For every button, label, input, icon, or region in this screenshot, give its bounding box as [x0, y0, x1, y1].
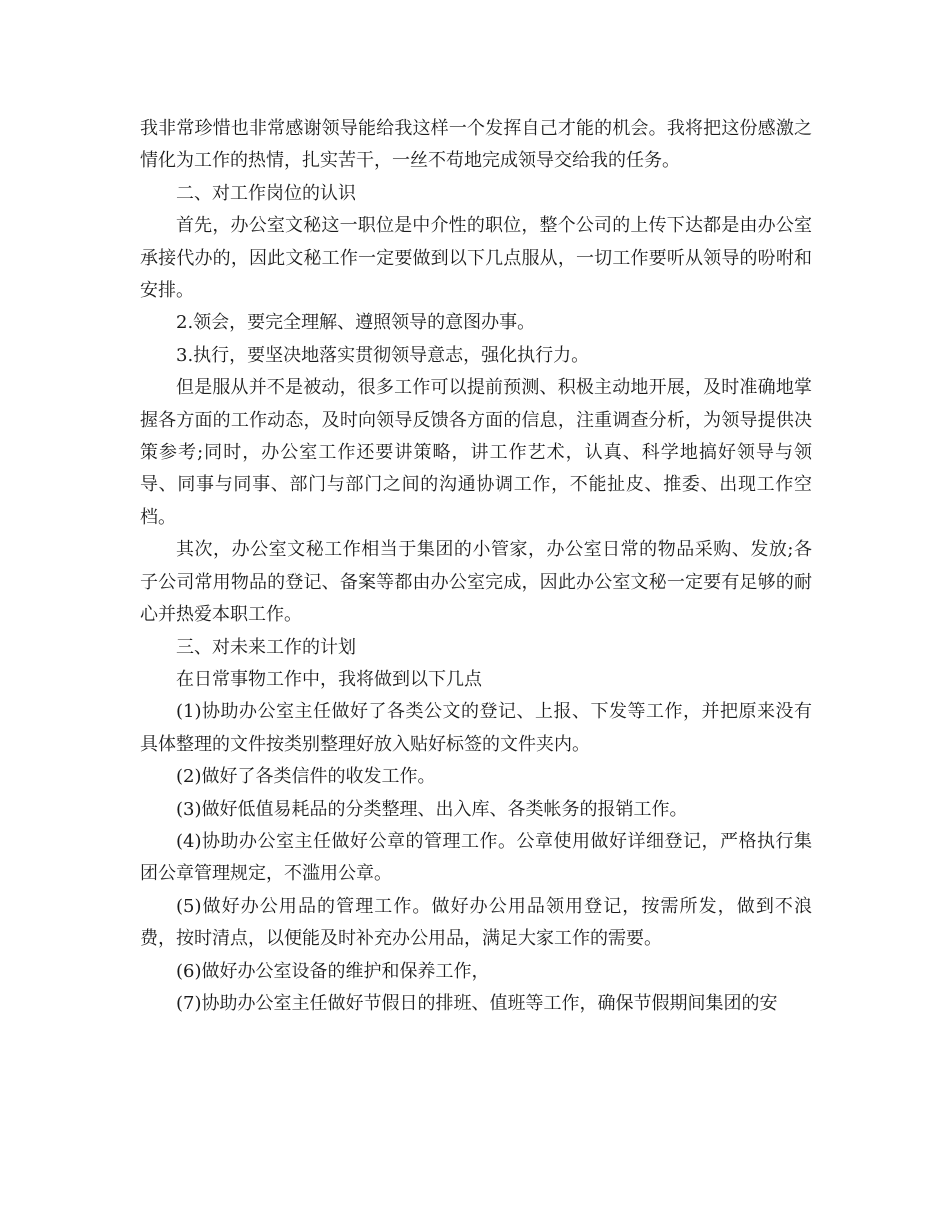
list-item-comprehend: 2.领会，要完全理解、遵照领导的意图办事。	[176, 312, 536, 334]
paragraph-second-point: 其次，办公室文秘工作相当于集团的小管家，办公室日常的物品采购、发放;各子公司常用物品的登记、备案等都由办公室完成，因此办公室文秘一定要有足够的耐心并热爱本职工作。	[140, 539, 812, 626]
list-item-2: (2)做好了各类信件的收发工作。	[176, 766, 436, 788]
paragraph-daily-work: 在日常事物工作中，我将做到以下几点	[176, 668, 482, 690]
document-body	[140, 113, 812, 1020]
paragraph-intro: 我非常珍惜也非常感谢领导能给我这样一个发挥自己才能的机会。我将把这份感激之情化为工作的热情，扎实苦干，一丝不苟地完成领导交给我的任务。	[140, 118, 812, 172]
paragraph-proactive: 但是服从并不是被动，很多工作可以提前预测、积极主动地开展，及时准确地掌握各方面的工作动态，及时向领导反馈各方面的信息，注重调查分析，为领导提供决策参考;同时，办公室工作还要讲策略，讲工作艺术，认真、科学地搞好领导与领导、同事与同事、部门与部门之间的沟通协调工作，不能扯皮、推委、出现工作空档。	[140, 377, 812, 528]
section-heading-future-plan: 三、对未来工作的计划	[176, 636, 356, 658]
list-item-3: (3)做好低值易耗品的分类整理、出入库、各类帐务的报销工作。	[176, 798, 688, 820]
list-item-4: (4)协助办公室主任做好公章的管理工作。公章使用做好详细登记，严格执行集团公章管理规定，不滥用公章。	[140, 830, 812, 885]
list-item-1: (1)协助办公室主任做好了各类公文的登记、上报、下发等工作，并把原来没有具体整理的文件按类别整理好放入贴好标签的文件夹内。	[140, 701, 812, 755]
section-heading-job-understanding: 二、对工作岗位的认识	[176, 182, 356, 204]
list-item-7: (7)协助办公室主任做好节假日的排班、值班等工作，确保节假期间集团的安	[176, 992, 778, 1014]
list-item-execute: 3.执行，要坚决地落实贯彻领导意志，强化执行力。	[176, 344, 590, 366]
list-item-5: (5)做好办公用品的管理工作。做好办公用品领用登记，按需所发，做到不浪费，按时清点，以便能及时补充办公用品，满足大家工作的需要。	[140, 895, 812, 950]
paragraph-first-point: 首先，办公室文秘这一职位是中介性的职位，整个公司的上传下达都是由办公室承接代办的，因此文秘工作一定要做到以下几点服从，一切工作要听从领导的吩咐和安排。	[140, 215, 812, 302]
list-item-6: (6)做好办公室设备的维护和保养工作，	[176, 960, 490, 982]
